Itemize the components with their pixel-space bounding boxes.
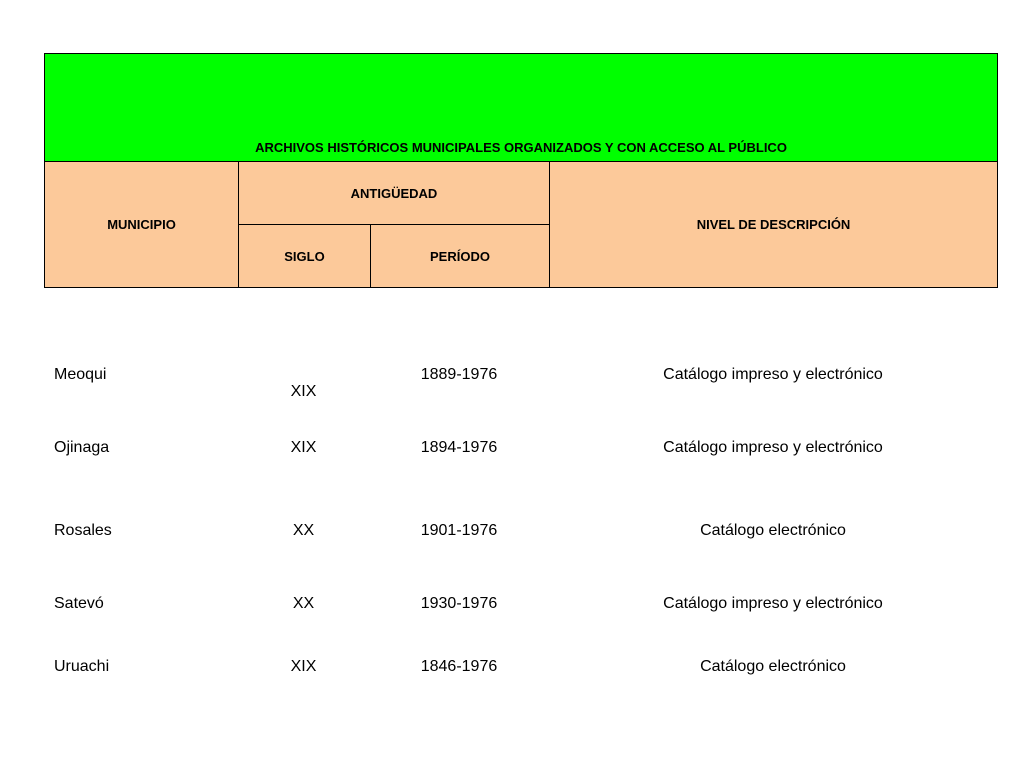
cell-nivel: Catálogo impreso y electrónico <box>663 366 883 383</box>
column-header-siglo: SIGLO <box>239 225 371 288</box>
table-row <box>44 439 997 463</box>
column-header-periodo: PERÍODO <box>371 225 550 288</box>
cell-siglo: XX <box>292 522 315 539</box>
cell-municipio: Meoqui <box>54 366 107 383</box>
cell-periodo: 1901-1976 <box>420 522 498 539</box>
cell-siglo: XIX <box>290 439 317 456</box>
cell-periodo: 1894-1976 <box>420 439 498 456</box>
cell-periodo: 1846-1976 <box>420 658 498 675</box>
column-header-antiguedad: ANTIGÜEDAD <box>239 162 550 225</box>
cell-nivel: Catálogo impreso y electrónico <box>663 595 883 612</box>
table-row <box>44 595 997 619</box>
table-row <box>44 522 997 546</box>
table-row <box>44 658 997 682</box>
table-title: ARCHIVOS HISTÓRICOS MUNICIPALES ORGANIZADOS Y CON ACCESO AL PÚBLICO <box>45 54 998 162</box>
cell-siglo: XIX <box>290 658 317 675</box>
column-header-municipio: MUNICIPIO <box>45 162 239 288</box>
cell-siglo: XX <box>292 595 315 612</box>
cell-municipio: Rosales <box>54 522 112 539</box>
cell-municipio: Satevó <box>54 595 104 612</box>
cell-nivel: Catálogo electrónico <box>700 522 846 539</box>
cell-municipio: Uruachi <box>54 658 110 675</box>
cell-siglo: XIX <box>290 383 317 400</box>
cell-municipio: Ojinaga <box>54 439 110 456</box>
column-header-nivel: NIVEL DE DESCRIPCIÓN <box>550 162 998 288</box>
cell-periodo: 1889-1976 <box>420 366 498 383</box>
cell-periodo: 1930-1976 <box>420 595 498 612</box>
table-row <box>44 366 997 400</box>
archives-header-table <box>44 53 998 288</box>
cell-nivel: Catálogo electrónico <box>700 658 846 675</box>
cell-nivel: Catálogo impreso y electrónico <box>663 439 883 456</box>
